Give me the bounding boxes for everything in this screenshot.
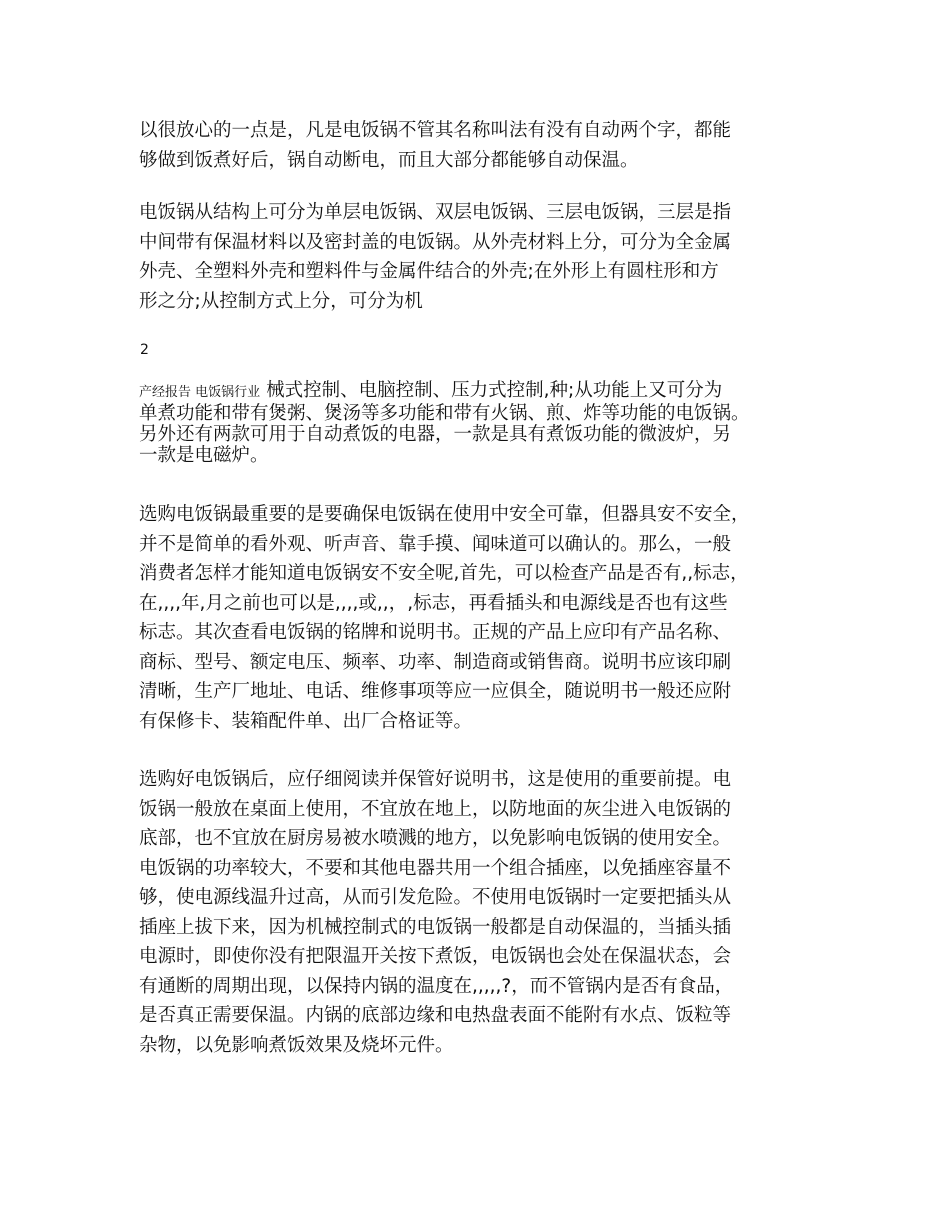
paragraph-3 [139,380,839,466]
text-line: 电饭锅从结构上可分为单层电饭锅、双层电饭锅、三层电饭锅，三层是指 [139,202,732,223]
text-line: 在,,,,年,月之前也可以是,,,,或,,，,标志，再看插头和电源线是否也有这些 [139,592,728,614]
text-line: 是否真正需要保温。内锅的底部边缘和电热盘表面不能附有水点、饭粒等 [139,1005,732,1026]
text-line: 饭锅一般放在桌面上使用，不宜放在地上，以防地面的灰尘进入电饭锅的 [139,798,732,820]
text-line: 以很放心的一点是，凡是电饭锅不管其名称叫法有没有自动两个字，都能 [139,120,732,141]
text-line: 消费者怎样才能知道电饭锅安不安全呢,首先，可以检查产品是否有,,标志， [139,563,749,584]
text-line: 够做到饭煮好后，锅自动断电，而且大部分都能够自动保温。 [139,149,639,171]
paragraph-1 [139,116,839,175]
text-line: 另外还有两款可用于自动煮饭的电器，一款是具有煮饭功能的微波炉，另 [139,424,732,445]
text-line: 外壳、全塑料外壳和塑料件与金属件结合的外壳;在外形上有圆柱形和方 [139,261,719,282]
text-line: 选购电饭锅最重要的是要确保电饭锅在使用中安全可靠，但器具安不安全， [139,504,750,525]
text-line: 够，使电源线温升过高，从而引发危险。不使用电饭锅时一定要把插头从 [139,887,732,908]
paragraph-5 [139,765,839,1060]
text-line: 商标、型号、额定电压、频率、功率、制造商或销售商。说明书应该印刷 [139,651,732,673]
text-line [139,380,839,403]
text-line: 杂物，以免影响煮饭效果及烧坏元件。 [139,1034,454,1056]
text-line: 电饭锅的功率较大，不要和其他电器共用一个组合插座，以免插座容量不 [139,857,732,879]
text-line: 插座上拔下来，因为机械控制式的电饭锅一般都是自动保温的，当插头插 [139,916,732,938]
text-line-content: 械式控制、电脑控制、压力式控制,种;从功能上又可分为 [266,380,723,401]
paragraph-4 [139,500,839,736]
paragraph-2 [139,198,839,316]
text-line: 有保修卡、装箱配件单、出厂合格证等。 [139,710,473,732]
text-line: 并不是简单的看外观、听声音、靠手摸、闻味道可以确认的。那么，一般 [139,533,732,555]
text-line: 形之分;从控制方式上分，可分为机 [139,290,423,312]
text-line: 电源时，即使你没有把限温开关按下煮饭，电饭锅也会处在保温状态，会 [139,946,732,967]
running-header: 产经报告 电饭锅行业 [139,385,261,400]
text-line: 标志。其次查看电饭锅的铭牌和说明书。正规的产品上应印有产品名称、 [139,622,732,643]
text-line: 一款是电磁炉。 [139,445,269,466]
text-line: 有通断的周期出现，以保持内锅的温度在,,,,,?，而不管锅内是否有食品， [139,975,734,997]
text-line: 单煮功能和带有煲粥、煲汤等多功能和带有火锅、煎、炸等功能的电饭锅。 [139,403,750,424]
text-line: 底部，也不宜放在厨房易被水喷溅的地方，以免影响电饭锅的使用安全。 [139,828,732,849]
text-line: 清晰，生产厂地址、电话、维修事项等应一应俱全，随说明书一般还应附 [139,681,732,702]
text-line: 中间带有保温材料以及密封盖的电饭锅。从外壳材料上分，可分为全金属 [139,231,732,253]
page-number: 2 [140,342,149,358]
text-line: 选购好电饭锅后，应仔细阅读并保管好说明书，这是使用的重要前提。电 [139,769,732,790]
